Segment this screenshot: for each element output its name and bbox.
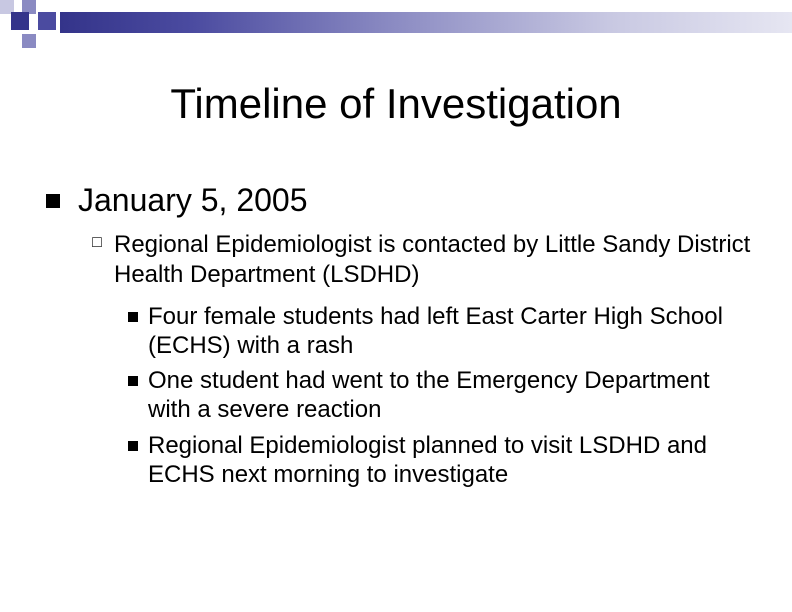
deco-square-4 — [38, 12, 56, 30]
deco-square-5 — [22, 34, 36, 48]
header-gradient-bar — [60, 12, 792, 33]
bullet-level3-text: One student had went to the Emergency Department with a severe reaction — [148, 367, 710, 423]
hollow-square-bullet-icon: □ — [92, 234, 102, 251]
square-bullet-icon — [128, 312, 138, 322]
bullet-level3-text: Four female students had left East Carter High School (ECHS) with a rash — [148, 303, 723, 359]
slide-title: Timeline of Investigation — [170, 80, 622, 127]
deco-square-3 — [11, 12, 29, 30]
square-bullet-icon — [46, 194, 60, 208]
square-bullet-icon — [128, 441, 138, 451]
bullet-level3-text: Regional Epidemiologist planned to visit LSDHD and ECHS next morning to investigate — [148, 432, 707, 488]
square-bullet-icon — [128, 376, 138, 386]
bullet-level2-text: Regional Epidemiologist is contacted by Little Sandy District Health Department (LSDHD) — [114, 231, 751, 288]
bullet-level1-text: January 5, 2005 — [78, 182, 308, 218]
